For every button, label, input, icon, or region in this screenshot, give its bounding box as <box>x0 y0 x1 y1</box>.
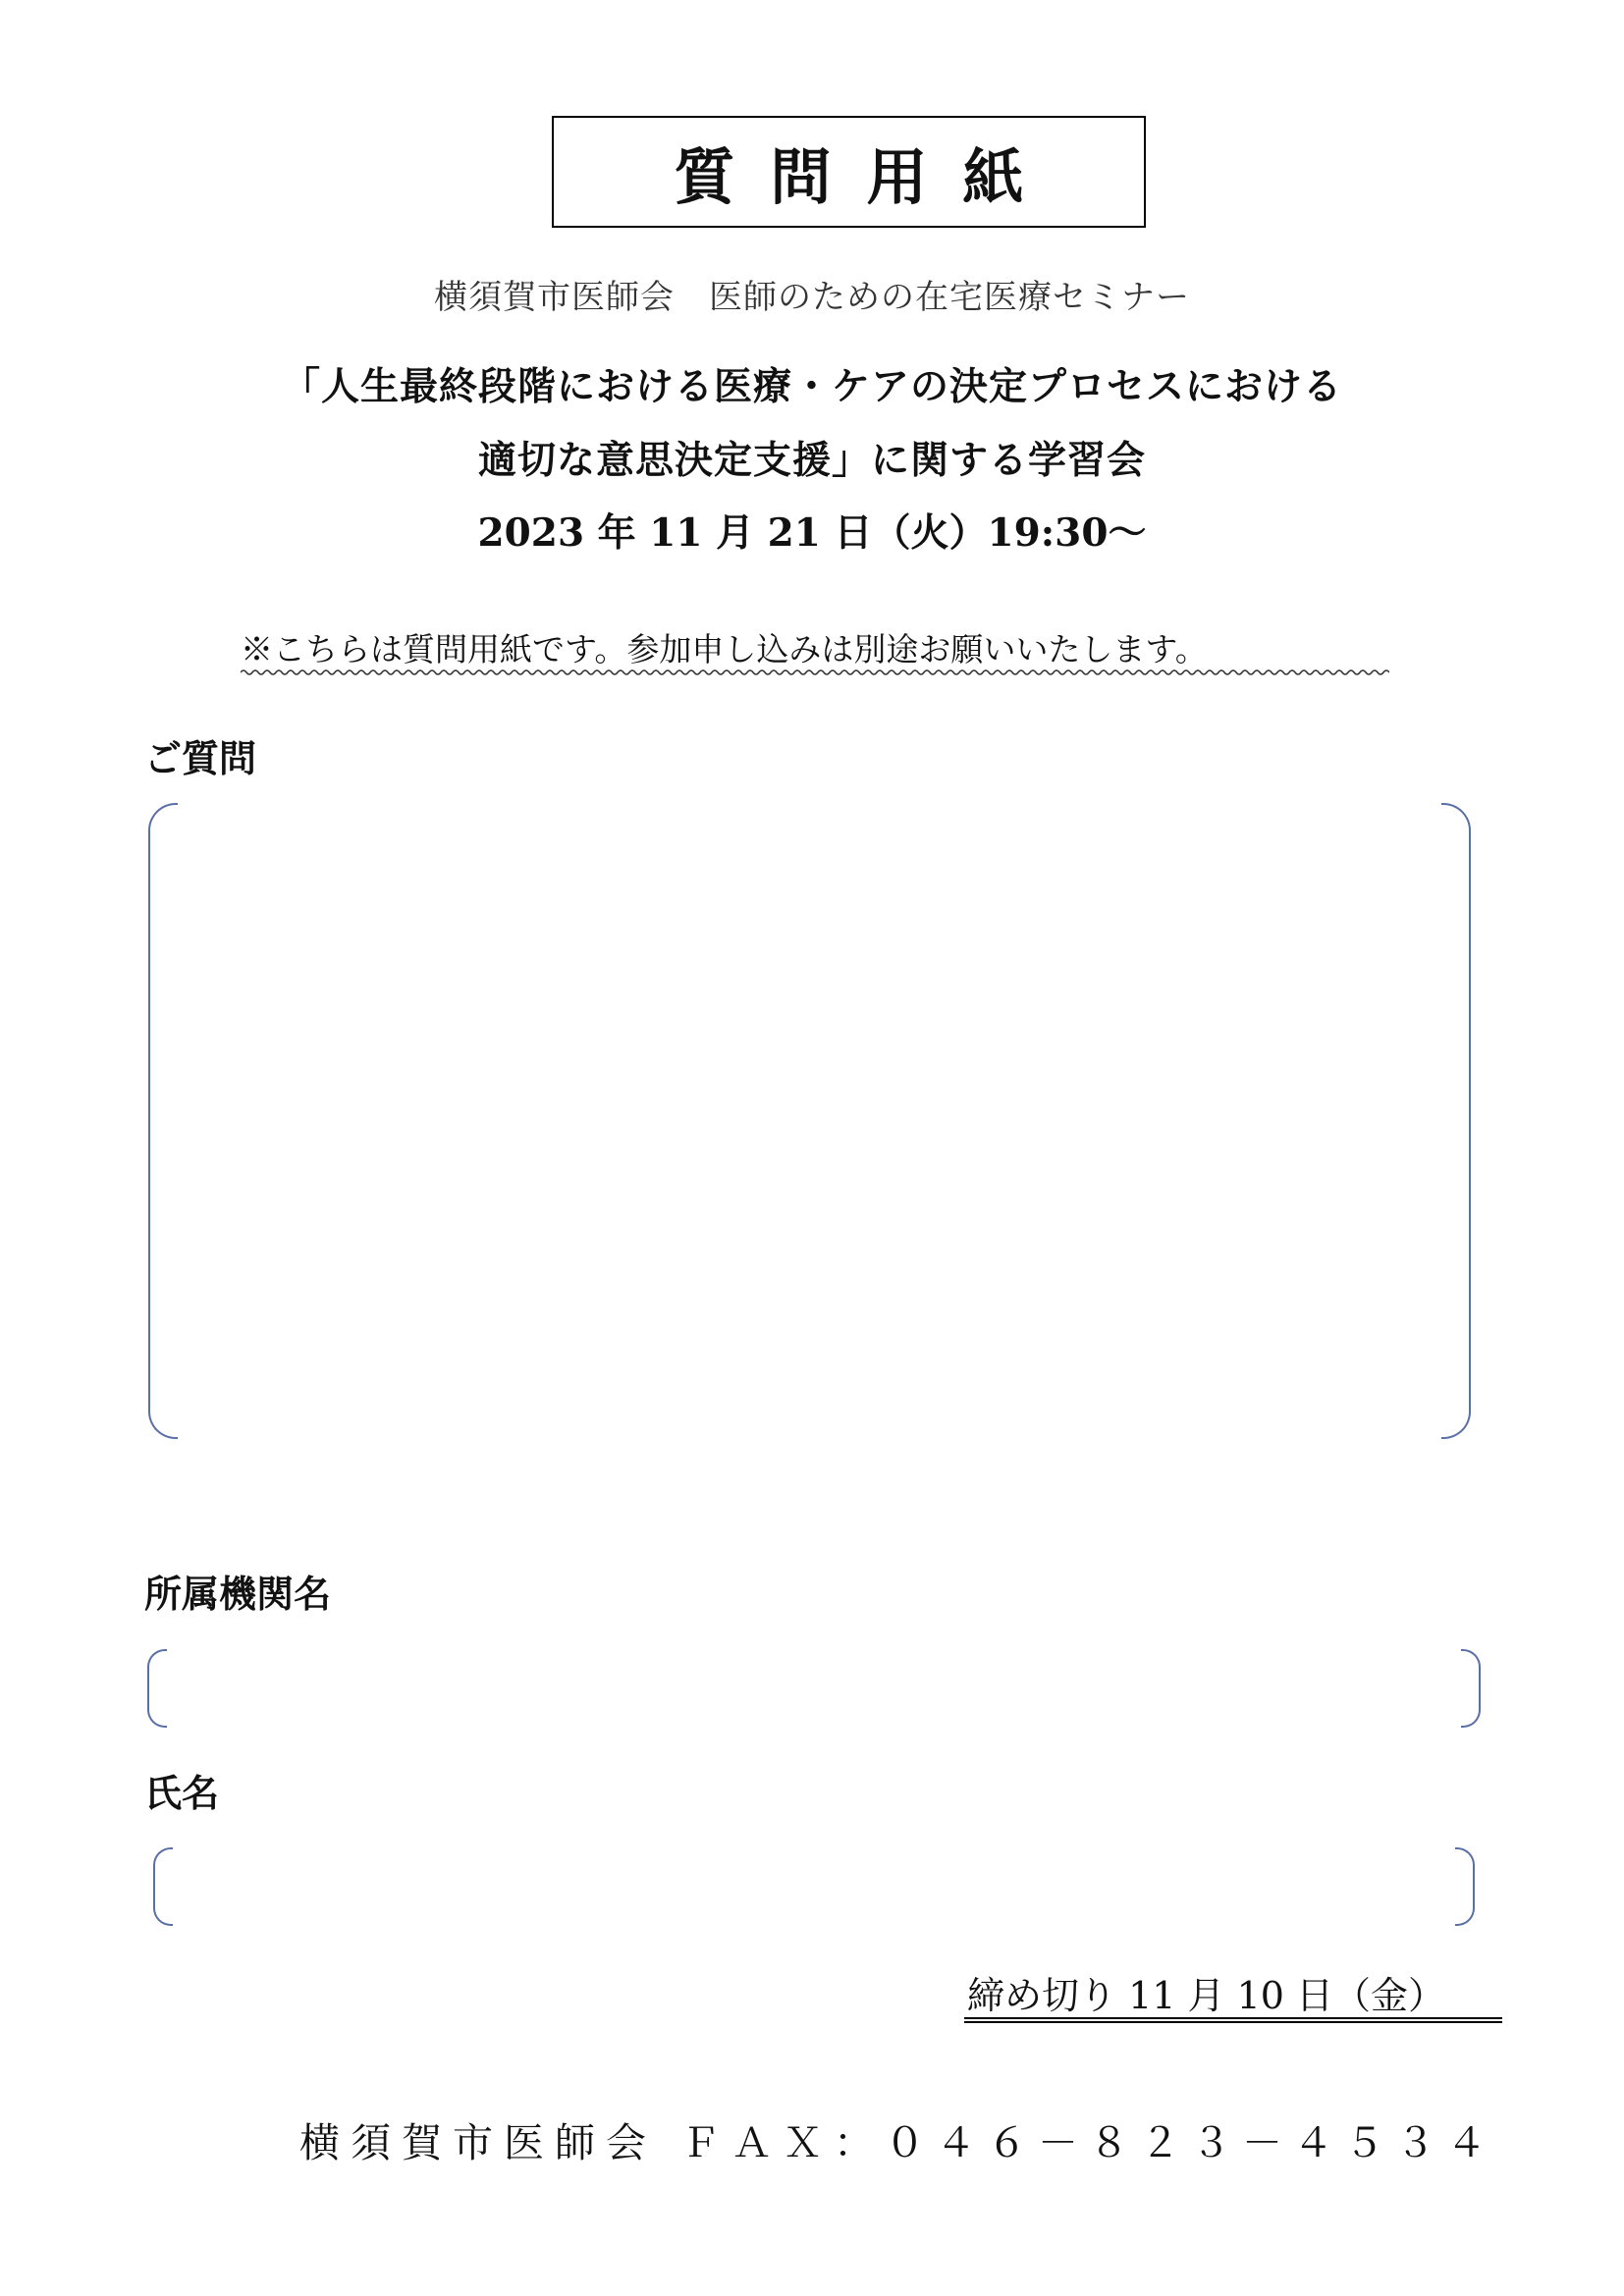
notice-text: ※こちらは質問用紙です。参加申し込みは別途お願いいたします。 <box>241 630 1208 668</box>
seminar-title-line-2: 適切な意思決定支援」に関する学習会 <box>477 439 1146 483</box>
affiliation-input[interactable] <box>181 1655 1447 1722</box>
right-bracket <box>1441 803 1471 1439</box>
fax-contact: 横須賀市医師会 ＦＡＸ：０４６－８２３－４５３４ <box>299 2119 1498 2166</box>
question-input[interactable] <box>182 809 1437 1433</box>
name-box[interactable] <box>153 1847 1475 1926</box>
name-input[interactable] <box>187 1853 1441 1920</box>
left-bracket <box>148 803 178 1439</box>
left-bracket <box>153 1847 173 1926</box>
deadline-text: 締め切り 11 月 10 日（金） <box>967 1974 1446 2017</box>
question-label: ご質問 <box>144 737 257 780</box>
right-bracket <box>1461 1649 1481 1728</box>
left-bracket <box>147 1649 167 1728</box>
question-box[interactable] <box>148 803 1471 1439</box>
deadline-double-underline <box>964 2017 1502 2023</box>
name-label: 氏名 <box>144 1772 220 1815</box>
affiliation-box[interactable] <box>147 1649 1481 1728</box>
organizer-line: 横須賀市医師会 医師のための在宅医療セミナー <box>434 278 1190 317</box>
affiliation-label: 所属機関名 <box>144 1573 332 1616</box>
notice-wavy-underline <box>241 668 1389 676</box>
seminar-datetime: 2023 年 11 月 21 日（火）19:30～ <box>477 510 1147 556</box>
seminar-title-line-1: 「人生最終段階における医療・ケアの決定プロセスにおける <box>281 365 1342 409</box>
right-bracket <box>1455 1847 1475 1926</box>
form-title: 質問用紙 <box>552 116 1146 228</box>
